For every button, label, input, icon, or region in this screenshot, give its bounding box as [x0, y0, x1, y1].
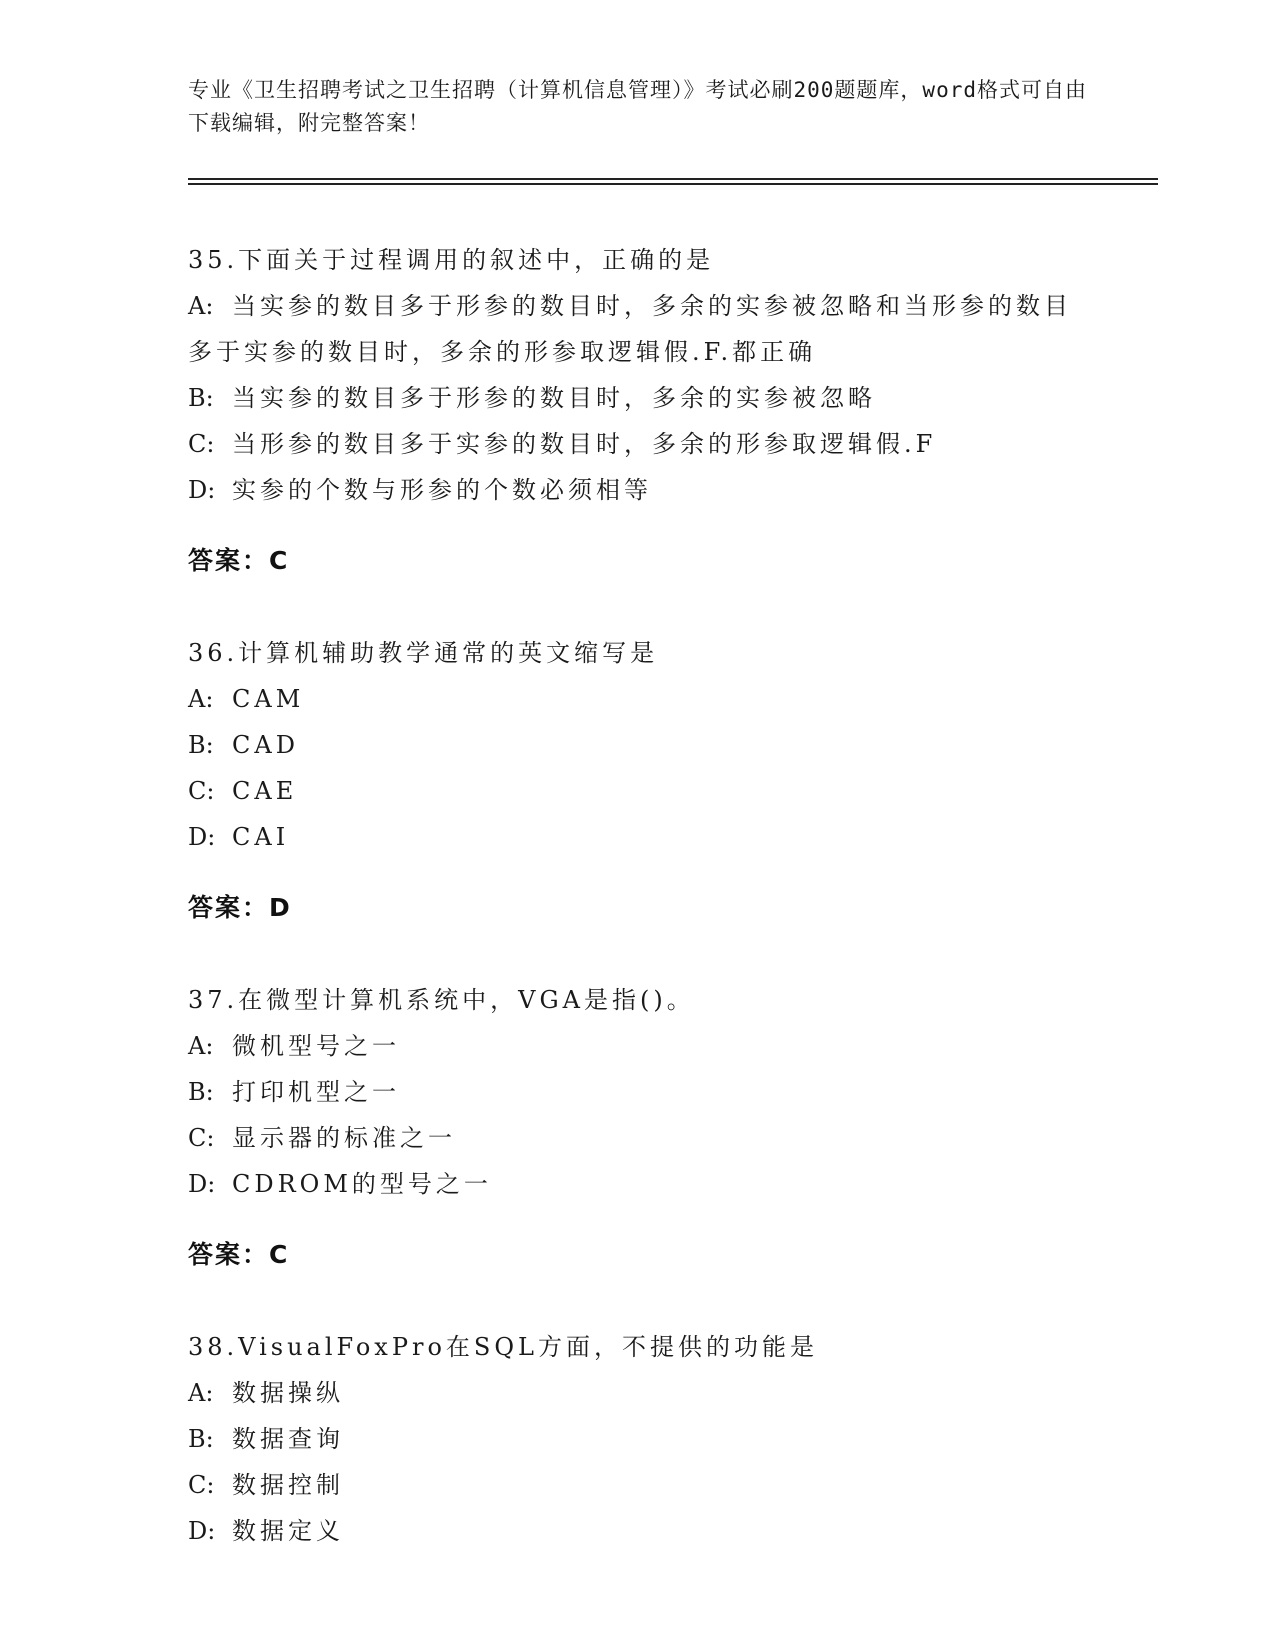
option-text: 显示器的标准之一	[232, 1124, 456, 1152]
answer-label: 答案：C	[188, 1240, 290, 1269]
option-text: CAE	[232, 777, 298, 805]
option-c	[188, 1462, 1088, 1508]
question-35	[188, 237, 1088, 584]
option-d	[188, 1508, 1088, 1554]
option-d	[188, 1161, 1088, 1207]
option-b	[188, 1069, 1088, 1115]
option-c	[188, 768, 1088, 814]
option-d	[188, 467, 1088, 513]
question-stem: 37.在微型计算机系统中，VGA是指()。	[188, 986, 695, 1014]
question-38	[188, 1324, 1088, 1554]
option-letter: B:	[188, 731, 214, 759]
option-letter: B:	[188, 384, 214, 412]
option-a	[188, 676, 1088, 722]
question-stem: 35.下面关于过程调用的叙述中，正确的是	[188, 246, 715, 274]
option-letter: C:	[188, 1124, 215, 1152]
option-a	[188, 283, 1088, 375]
option-letter: D:	[188, 1517, 216, 1545]
option-letter: B:	[188, 1078, 214, 1106]
option-letter: C:	[188, 430, 215, 458]
option-a	[188, 1023, 1088, 1069]
option-text: 当实参的数目多于形参的数目时，多余的实参被忽略和当形参的数目多于实参的数目时，多余的形参取逻辑假.F.都正确	[188, 292, 1072, 366]
option-letter: D:	[188, 1170, 216, 1198]
option-text: 当实参的数目多于形参的数目时，多余的实参被忽略	[232, 384, 876, 412]
question-list	[188, 237, 1088, 1600]
option-letter: A:	[188, 1379, 214, 1407]
option-text: 打印机型之一	[232, 1078, 400, 1106]
option-text: 数据操纵	[232, 1379, 344, 1407]
option-text: 数据控制	[232, 1471, 344, 1499]
option-c	[188, 1115, 1088, 1161]
option-letter: A:	[188, 292, 214, 320]
option-b	[188, 375, 1088, 421]
option-letter: A:	[188, 1032, 214, 1060]
option-text: 实参的个数与形参的个数必须相等	[232, 476, 652, 504]
document-page	[188, 0, 1158, 1650]
option-a	[188, 1370, 1088, 1416]
option-text: 数据查询	[232, 1425, 344, 1453]
option-text: CAI	[232, 823, 290, 851]
question-stem: 38.VisualFoxPro在SQL方面，不提供的功能是	[188, 1333, 818, 1361]
option-letter: C:	[188, 777, 215, 805]
option-letter: D:	[188, 476, 216, 504]
option-b	[188, 1416, 1088, 1462]
option-text: 微机型号之一	[232, 1032, 400, 1060]
document-header: 专业《卫生招聘考试之卫生招聘（计算机信息管理）》考试必刷200题题库，word格式可自由下载编辑，附完整答案！	[188, 78, 1087, 135]
option-text: 当形参的数目多于实参的数目时，多余的形参取逻辑假.F	[232, 430, 937, 458]
header-divider-bottom	[188, 183, 1158, 185]
question-36	[188, 630, 1088, 931]
option-letter: B:	[188, 1425, 214, 1453]
option-text: CDROM的型号之一	[232, 1170, 492, 1198]
option-letter: C:	[188, 1471, 215, 1499]
option-d	[188, 814, 1088, 860]
question-37	[188, 977, 1088, 1278]
answer-label: 答案：C	[188, 546, 290, 575]
option-text: CAM	[232, 685, 305, 713]
option-letter: A:	[188, 685, 214, 713]
option-text: CAD	[232, 731, 299, 759]
answer-label: 答案：D	[188, 893, 292, 922]
option-c	[188, 421, 1088, 467]
option-text: 数据定义	[232, 1517, 344, 1545]
header-divider-top	[188, 178, 1158, 180]
option-b	[188, 722, 1088, 768]
option-letter: D:	[188, 823, 216, 851]
question-stem: 36.计算机辅助教学通常的英文缩写是	[188, 639, 659, 667]
